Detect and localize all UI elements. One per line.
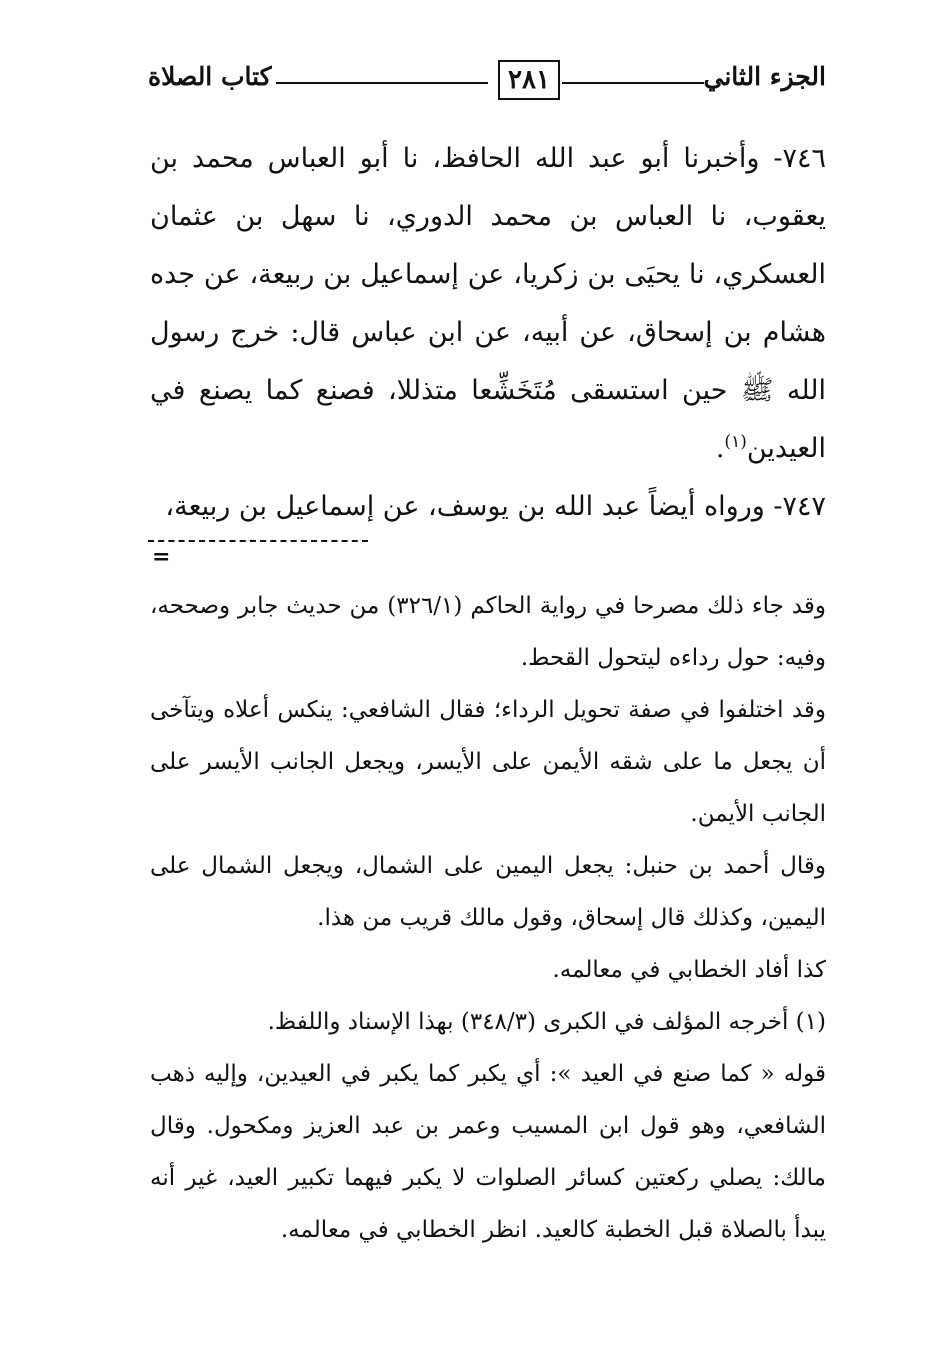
note-shafii-opinion: وقد اختلفوا في صفة تحويل الرداء؛ فقال الشافعي: ينكس أعلاه ويتآخى أن يجعل ما على شقه الأيمن على الأيسر، ويجعل الجانب الأيسر على الجانب الأيمن. xyxy=(150,697,826,827)
hadith-746-text: ٧٤٦- وأخبرنا أبو عبد الله الحافظ، نا أبو العباس محمد بن يعقوب، نا العباس بن محمد الدوري، نا سهل بن عثمان العسكري، نا يحيَى بن زكريا، عن إسماعيل بن ربيعة، عن جده هشام بن إسحاق، عن أبيه، عن ابن عباس قال: خرج رسول الله ﷺ حين استسقى مُتَخَشِّعا متذللا، فصنع كما يصنع في العيدين xyxy=(150,143,826,464)
hadith-746 xyxy=(150,130,826,478)
note-continued-hakim: وقد جاء ذلك مصرحا في رواية الحاكم (٣٢٦/١) من حديث جابر وصححه، وفيه: حول رداءه ليتحول القحط. xyxy=(150,593,826,671)
footnote-reference: (١) xyxy=(724,432,747,452)
volume-title: الجزء الثاني xyxy=(703,62,826,91)
footnote-1: (١) أخرجه المؤلف في الكبرى (٣٤٨/٣) بهذا الإسناد واللفظ. xyxy=(267,1009,826,1035)
note-khattabi-source: كذا أفاد الخطابي في معالمه. xyxy=(552,957,826,983)
note-takbir-explanation: قوله « كما صنع في العيد »: أي يكبر كما يكبر في العيدين، وإليه ذهب الشافعي، وهو قول ابن المسيب وعمر بن عبد العزيز ومكحول. وقال مالك: يصلي ركعتين كسائر الصلوات لا يكبر فيهما تكبير العيد، غير أنه يبدأ بالصلاة قبل الخطبة كالعيد. انظر الخطابي في معالمه. xyxy=(150,1061,826,1243)
header-rule-right xyxy=(562,82,704,84)
page-number: ٢٨١ xyxy=(498,60,560,100)
hadith-747: ٧٤٧- ورواه أيضاً عبد الله بن يوسف، عن إسماعيل بن ربيعة، xyxy=(165,491,826,522)
header-rule-left xyxy=(276,82,488,84)
main-text xyxy=(150,130,826,536)
hadith-746-end: . xyxy=(715,433,725,464)
footnote-separator xyxy=(148,540,368,542)
page-header xyxy=(148,58,826,104)
note-ahmad-opinion: وقال أحمد بن حنبل: يجعل اليمين على الشمال، ويجعل الشمال على اليمين، وكذلك قال إسحاق، وقول مالك قريب من هذا. xyxy=(150,853,826,931)
footnote-continuation-mark: = xyxy=(152,544,171,570)
footnotes xyxy=(150,580,826,1256)
book-title: كتاب الصلاة xyxy=(148,62,272,91)
